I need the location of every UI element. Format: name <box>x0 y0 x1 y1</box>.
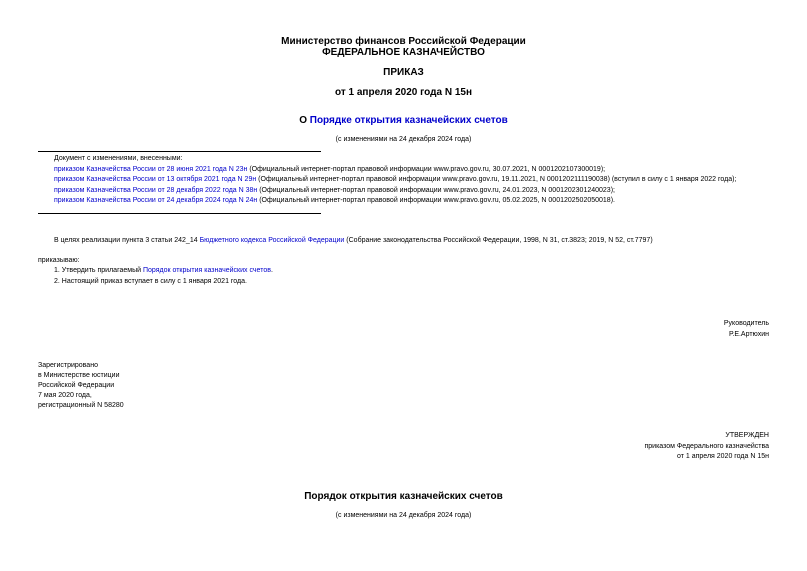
appendix-title: Порядок открытия казначейских счетов <box>304 491 503 502</box>
change-link[interactable]: приказом Казначейства России от 28 декабря 2022 года N 38н <box>54 187 258 194</box>
doc-title-prefix: О <box>299 115 307 126</box>
change-text: (Официальный интернет-портал правовой информации www.pravo.gov.ru, 24.01.2023, N 0001202301240023); <box>257 187 615 194</box>
change-text: (Официальный интернет-портал правовой информации www.pravo.gov.ru, 30.07.2021, N 0001202107300019); <box>247 166 606 173</box>
preamble-after: (Собрание законодательства Российской Федерации, 1998, N 31, ст.3823; 2019, N 52, ст.7797) <box>344 237 653 244</box>
ministry-name: Министерство финансов Российской Федерации <box>281 36 526 47</box>
appendix-amend-note: (с изменениями на 24 декабря 2024 года) <box>335 512 472 519</box>
registration-line: 7 мая 2020 года, <box>38 392 92 399</box>
registration-line: в Министерстве юстиции <box>38 372 120 379</box>
agency-name: ФЕДЕРАЛЬНОЕ КАЗНАЧЕЙСТВО <box>322 47 485 58</box>
change-item <box>54 187 615 194</box>
point-1-after: . <box>270 267 273 274</box>
signature-role: Руководитель <box>723 320 769 327</box>
registration-line: регистрационный N 58280 <box>38 402 124 409</box>
approved-line: УТВЕРЖДЕН <box>725 432 769 439</box>
signature-name: Р.Е.Артюхин <box>729 331 769 338</box>
registration-line: Российской Федерации <box>38 382 115 389</box>
change-link[interactable]: приказом Казначейства России от 28 июня 2021 года N 23н <box>54 166 248 173</box>
approved-line: приказом Федерального казначейства <box>644 443 769 450</box>
preamble-before: В целях реализации пункта 3 статьи 242_14 <box>54 237 200 244</box>
point-2: 2. Настоящий приказ вступает в силу с 1 января 2021 года. <box>54 278 247 285</box>
change-link[interactable]: приказом Казначейства России от 13 октября 2021 года N 29н <box>54 176 257 183</box>
point-1-before: 1. Утвердить прилагаемый <box>54 267 143 274</box>
divider-bottom <box>38 213 321 214</box>
change-item <box>54 166 605 173</box>
registration-line: Зарегистрировано <box>38 362 98 369</box>
preamble <box>54 237 653 244</box>
doc-title <box>0 115 807 126</box>
doc-type: ПРИКАЗ <box>383 67 424 78</box>
budget-code-link[interactable]: Бюджетного кодекса Российской Федерации <box>199 237 345 244</box>
doc-title-amend-note: (с изменениями на 24 декабря 2024 года) <box>335 136 472 143</box>
change-item <box>54 176 736 183</box>
changes-intro: Документ с изменениями, внесенными: <box>54 155 183 162</box>
point-1 <box>54 267 273 274</box>
change-item <box>54 197 615 204</box>
change-text: (Официальный интернет-портал правовой информации www.pravo.gov.ru, 19.11.2021, N 0001202111190038) (вступил в силу с 1 января 2022 года); <box>256 176 737 183</box>
doc-title-link[interactable]: Порядке открытия казначейских счетов <box>309 115 508 126</box>
approved-line: от 1 апреля 2020 года N 15н <box>676 453 769 460</box>
change-link[interactable]: приказом Казначейства России от 24 декабря 2024 года N 24н <box>54 197 258 204</box>
procedure-link[interactable]: Порядок открытия казначейских счетов <box>142 267 271 274</box>
doc-date-number: от 1 апреля 2020 года N 15н <box>335 87 472 98</box>
orders-word: приказываю: <box>38 257 80 264</box>
divider-top <box>38 151 321 152</box>
change-text: (Официальный интернет-портал правовой информации www.pravo.gov.ru, 05.02.2025, N 0001202502050018). <box>257 197 615 204</box>
